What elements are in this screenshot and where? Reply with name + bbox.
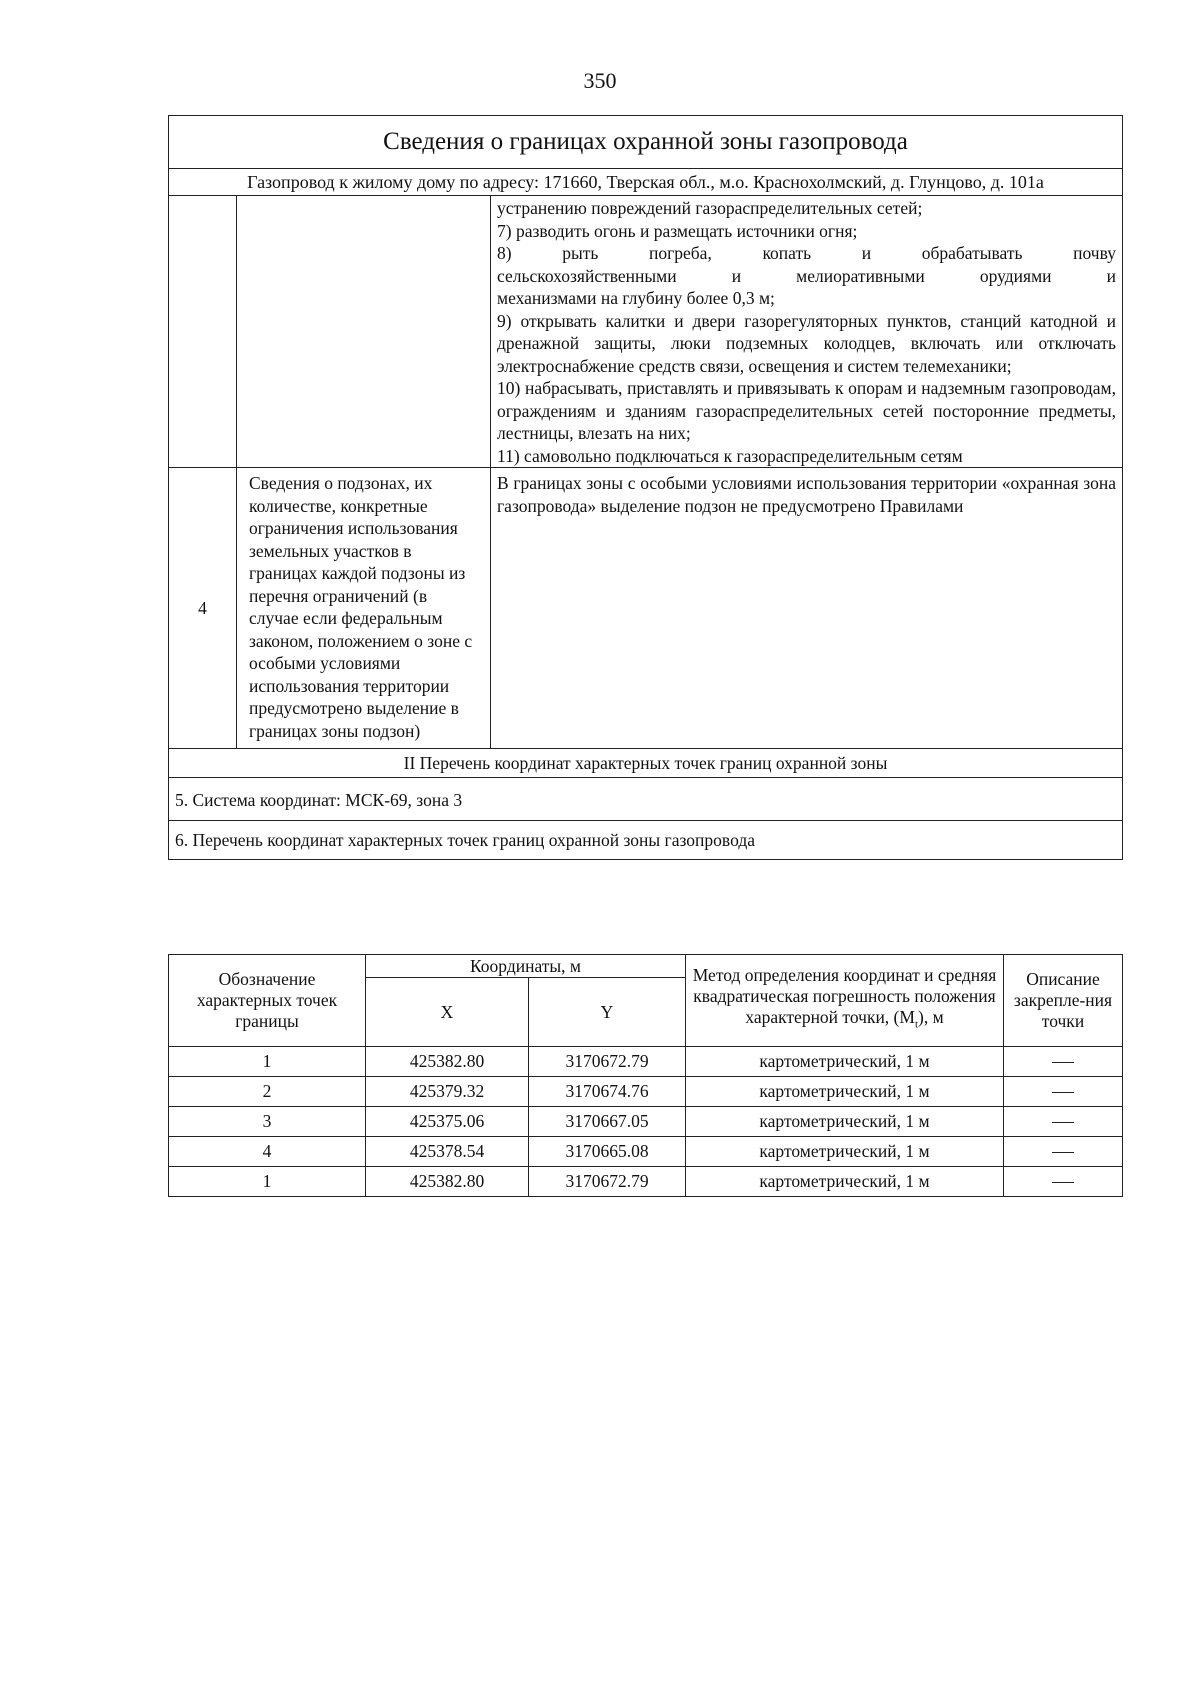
document-title: Сведения о границах охранной зоны газопровода — [169, 116, 1123, 169]
y-value: 3170672.79 — [529, 1047, 686, 1077]
dash-mark — [1052, 1122, 1074, 1123]
pipeline-address: Газопровод к жилому дому по адресу: 171660, Тверская обл., м.о. Краснохолмский, д. Глунцово, д. 101а — [169, 169, 1123, 196]
description-value — [1004, 1077, 1123, 1107]
table-row — [169, 1167, 1123, 1197]
method-value: картометрический, 1 м — [686, 1137, 1004, 1167]
description-value — [1004, 1107, 1123, 1137]
description-value — [1004, 1047, 1123, 1077]
subzones-row — [169, 468, 1123, 749]
y-value: 3170667.05 — [529, 1107, 686, 1137]
restriction-line: устранению повреждений газораспределительных сетей; — [497, 198, 923, 218]
dash-mark — [1052, 1152, 1074, 1153]
x-value: 425379.32 — [366, 1077, 529, 1107]
header-description: Описание закрепле-ния точки — [1004, 955, 1123, 1047]
subzones-label: Сведения о подзонах, их количестве, конкретные ограничения использования земельных участков в границах каждой подзоны из перечня ограничений (в случае если федеральным законом, положением о зоне с особыми условиями использования территории предусмотрено выделение в границах зоны подзон) — [237, 468, 491, 749]
point-id: 1 — [169, 1047, 366, 1077]
restriction-item-7: 7) разводить огонь и размещать источники огня; — [497, 220, 858, 241]
point-id: 1 — [169, 1167, 366, 1197]
point-id: 4 — [169, 1137, 366, 1167]
header-point: Обозначение характерных точек границы — [169, 955, 366, 1047]
description-value — [1004, 1137, 1123, 1167]
y-value: 3170672.79 — [529, 1167, 686, 1197]
dash-mark — [1052, 1062, 1074, 1063]
restriction-item-11: 11) самовольно подключаться к газораспределительным сетям — [497, 445, 963, 466]
y-value: 3170674.76 — [529, 1077, 686, 1107]
point-id: 3 — [169, 1107, 366, 1137]
coordinate-system: 5. Система координат: МСК-69, зона 3 — [169, 778, 1123, 821]
table-row — [169, 1077, 1123, 1107]
restrictions-continuation — [491, 196, 1123, 468]
x-value: 425382.80 — [366, 1047, 529, 1077]
header-coordinates: Координаты, м — [366, 955, 686, 978]
page-number: 350 — [583, 68, 617, 93]
subzones-value: В границах зоны с особыми условиями использования территории «охранная зона газопровода» выделение подзон не предусмотрено Правилами — [491, 468, 1123, 749]
row-number-cell — [169, 196, 237, 468]
dash-mark — [1052, 1092, 1074, 1093]
method-value: картометрический, 1 м — [686, 1077, 1004, 1107]
coordinates-table — [168, 954, 1123, 1197]
coordinate-list-title: 6. Перечень координат характерных точек границ охранной зоны газопровода — [169, 821, 1123, 860]
section-2-title: II Перечень координат характерных точек границ охранной зоны — [169, 749, 1123, 778]
y-value: 3170665.08 — [529, 1137, 686, 1167]
continuation-row — [169, 196, 1123, 468]
table-row — [169, 1137, 1123, 1167]
header-y: Y — [529, 978, 686, 1047]
point-id: 2 — [169, 1077, 366, 1107]
table-row — [169, 1047, 1123, 1077]
restriction-item-8-line3: механизмами на глубину более 0,3 м; — [497, 288, 775, 308]
row-label-cell — [237, 196, 491, 468]
table-row — [169, 1107, 1123, 1137]
row-number: 4 — [169, 468, 237, 749]
restriction-item-9: 9) открывать калитки и двери газорегуляторных пунктов, станций катодной и дренажной защиты, люки подземных колодцев, включать или отключать электроснабжение средств связи, освещения и систем телемеханики; — [497, 310, 1117, 376]
header-x: X — [366, 978, 529, 1047]
x-value: 425375.06 — [366, 1107, 529, 1137]
header-method: Метод определения координат и средняя квадратическая погрешность положения характерной точки, $(M_t)$, м — [686, 955, 1004, 1047]
zone-info-table — [168, 115, 1123, 860]
restriction-item-10: 10) набрасывать, приставлять и привязывать к опорам и надземным газопроводам, ограждениям и зданиям газораспределительных сетей посторонние предметы, лестницы, влезать на них; — [497, 378, 1117, 443]
restriction-item-8-line2: сельскохозяйственными и мелиоративными орудиями и — [497, 265, 1117, 286]
x-value: 425378.54 — [366, 1137, 529, 1167]
dash-mark — [1052, 1182, 1074, 1183]
x-value: 425382.80 — [366, 1167, 529, 1197]
restriction-item-8-line1: 8) рыть погреба, копать и обрабатывать почву — [497, 243, 1117, 263]
method-value: картометрический, 1 м — [686, 1167, 1004, 1197]
method-value: картометрический, 1 м — [686, 1107, 1004, 1137]
method-value: картометрический, 1 м — [686, 1047, 1004, 1077]
description-value — [1004, 1167, 1123, 1197]
